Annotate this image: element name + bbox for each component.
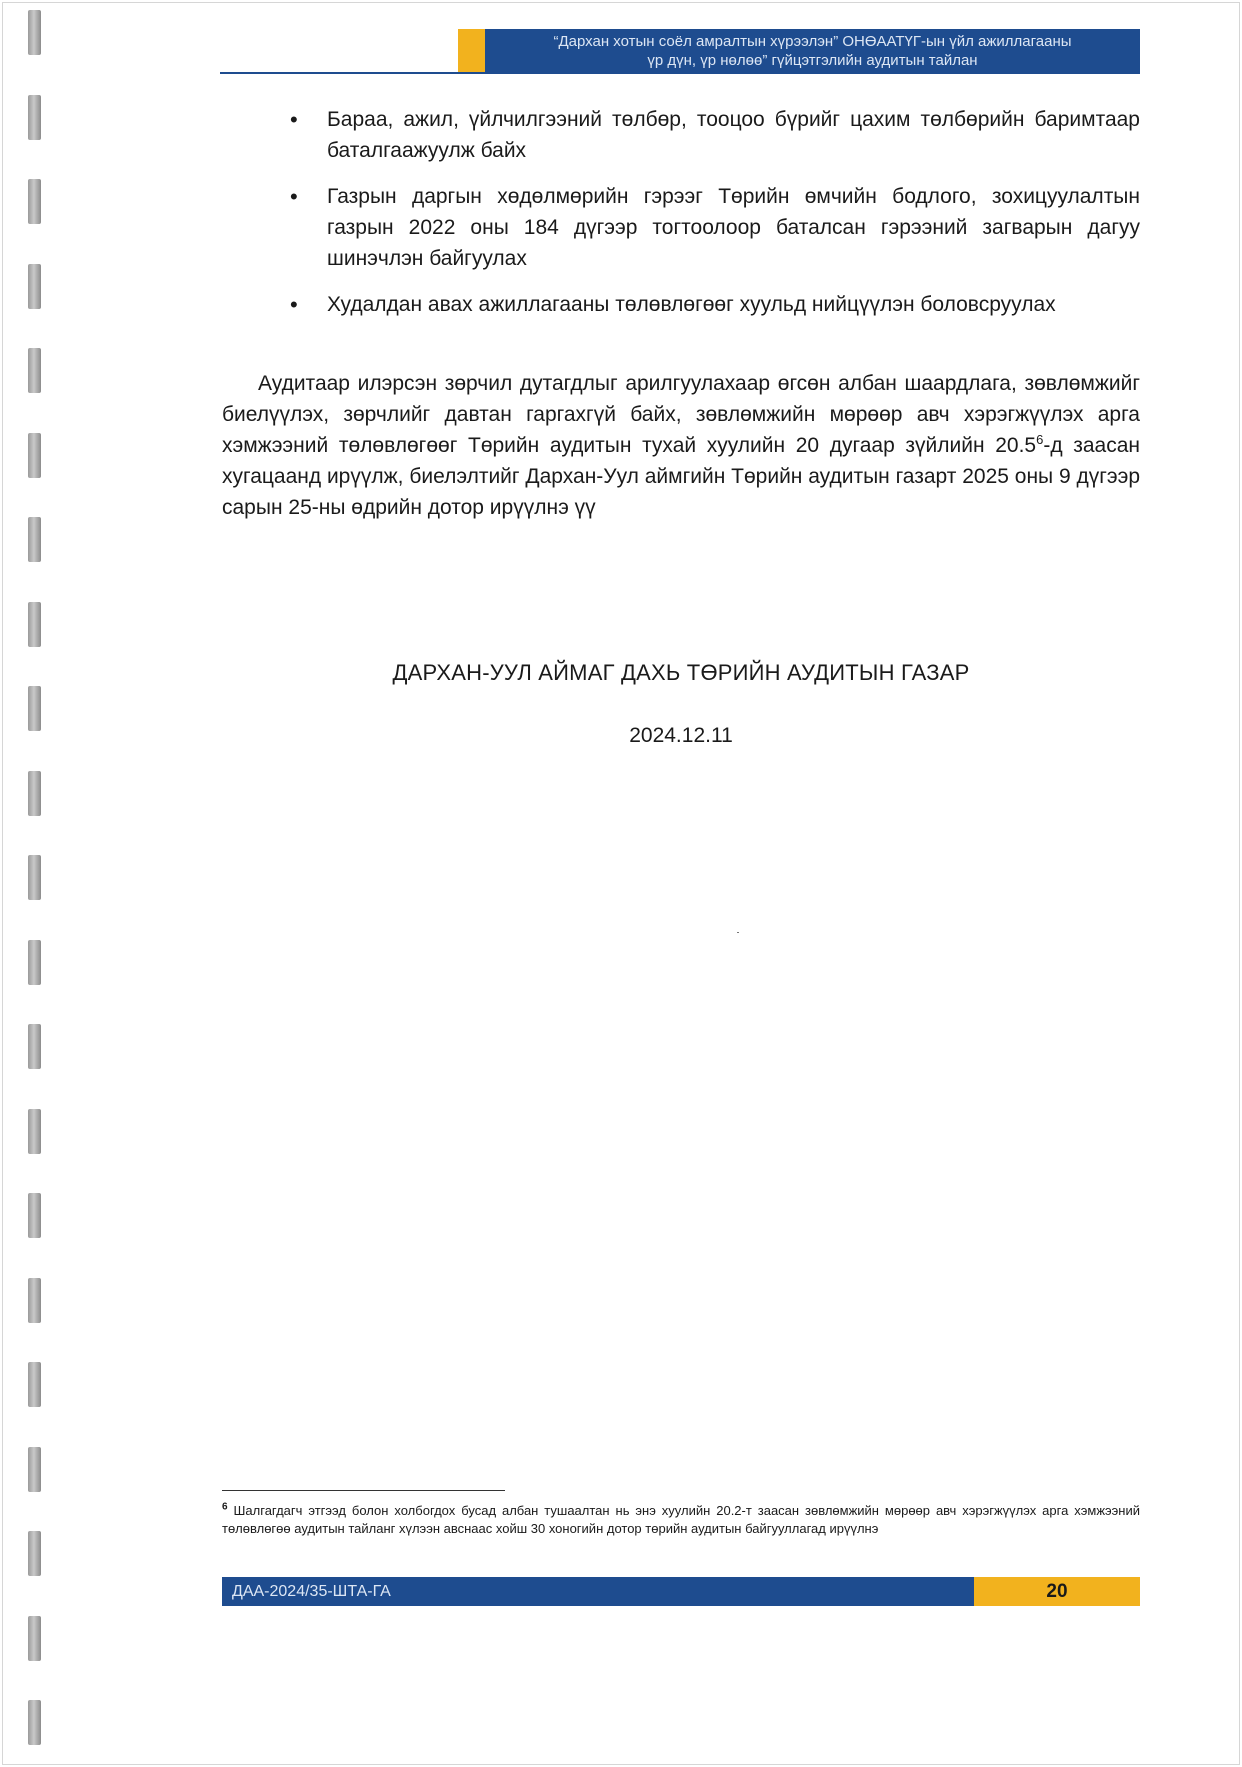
document-date: 2024.12.11 (629, 724, 733, 747)
footnote-rule (222, 1490, 505, 1491)
header-title-line1: “Дархан хотын соёл амралтын хүрээлэн” ОНӨААТҮГ-ын үйл ажиллагааны (553, 33, 1072, 50)
footnote-text: Шалгагдагч этгээд болон холбогдох бусад албан тушаалтан нь энэ хуулийн 20.2-т заасан зөвлөмжийн мөрөөр авч хэрэгжүүлэх арга хэмжээний төлөвлөгөө аудитын тайланг хүлээн авснаас хойш 30 хоногийн дотор төрийн аудитын байгууллагад ирүүлнэ (222, 1503, 1140, 1536)
binding-hole (28, 1616, 41, 1661)
binding-hole (28, 771, 41, 816)
binding-hole (28, 686, 41, 731)
binding-hole (28, 433, 41, 478)
binding-hole (28, 517, 41, 562)
binding-hole (28, 1024, 41, 1069)
paragraph-text-continued: -д заасан хугацаанд ирүүлж, биелэлтийг Дархан-Уул аймгийн Төрийн аудитын газарт 2025 оны 9 дүгээр сарын 25-ны өдрийн дотор ирүүлнэ үү (222, 434, 1141, 519)
page-number: 20 (974, 1577, 1140, 1606)
list-item: • Газрын даргын хөдөлмөрийн гэрээг Төрийн өмчийн бодлого, зохицуулалтын газрын 2022 оны 184 дүгээр тогтоолоор баталсан гэрээний загварын дагуу шинэчлэн байгуулах (290, 181, 1140, 274)
recommendation-list (290, 104, 1140, 335)
binding-hole (28, 1531, 41, 1576)
binding-hole (28, 855, 41, 900)
binding-hole (28, 348, 41, 393)
binding-hole (28, 602, 41, 647)
scan-speck (737, 932, 739, 933)
binding-hole (28, 179, 41, 224)
body-paragraph (222, 368, 1140, 523)
list-item: • Худалдан авах ажиллагааны төлөвлөгөөг хуульд нийцүүлэн боловсруулах (290, 289, 1140, 320)
binding-hole (28, 1278, 41, 1323)
footer-report-code: ДАА-2024/35-ШТА-ГА (222, 1577, 974, 1606)
footnote-reference: 6 (1036, 432, 1044, 447)
binding-hole (28, 1362, 41, 1407)
binding-hole (28, 1109, 41, 1154)
binding-hole (28, 940, 41, 985)
binding-hole (28, 264, 41, 309)
footnote (222, 1502, 1140, 1538)
binding-hole (28, 95, 41, 140)
header-accent-bar (458, 29, 485, 73)
binding-hole (28, 1447, 41, 1492)
binding-hole (28, 1700, 41, 1745)
signing-organization: ДАРХАН-УУЛ АЙМАГ ДАХЬ ТӨРИЙН АУДИТЫН ГАЗАР (392, 660, 970, 685)
list-item: • Бараа, ажил, үйлчилгээний төлбөр, тооцоо бүрийг цахим төлбөрийн баримтаар баталгаажуулж байх (290, 104, 1140, 166)
header-rule (220, 72, 1140, 74)
binding-hole (28, 1193, 41, 1238)
running-header (485, 29, 1140, 73)
header-title-line2: үр дүн, үр нөлөө” гүйцэтгэлийн аудитын тайлан (647, 52, 978, 69)
paragraph-text: Аудитаар илэрсэн зөрчил дутагдлыг арилгуулахаар өгсөн албан шаардлага, зөвлөмжийг биелүүлэх, зөрчлийг давтан гаргахгүй байх, зөвлөмжийн мөрөөр авч хэрэгжүүлэх арга хэмжээний төлөвлөгөөг Төрийн аудитын тухай хуулийн 20 дугаар зүйлийн 20.5 (222, 372, 1140, 457)
binding-hole (28, 10, 41, 55)
binding-holes (24, 0, 44, 1767)
footnote-number: 6 (222, 1501, 228, 1513)
